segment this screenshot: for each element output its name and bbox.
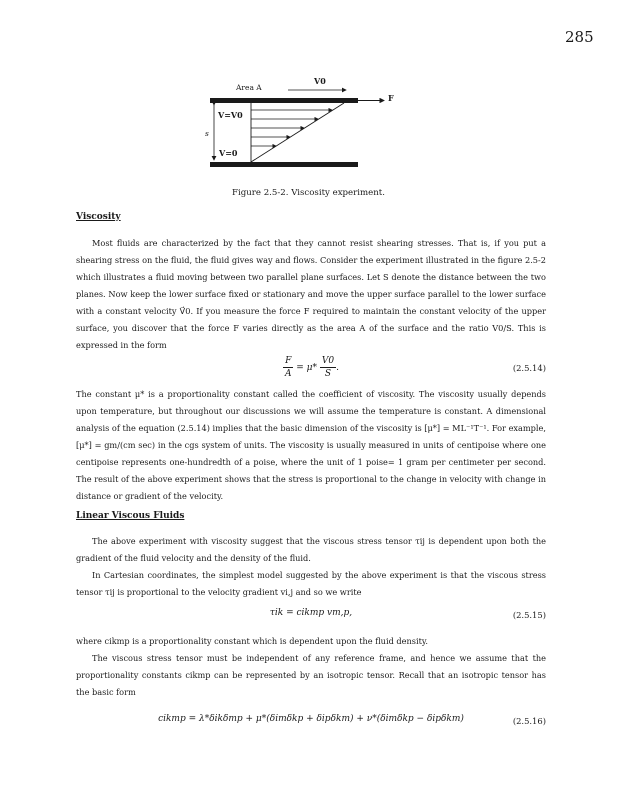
section-heading-viscosity: Viscosity — [76, 212, 121, 222]
velocity-profile — [251, 103, 344, 162]
equation-body: cikmp = λ*δikδmp + μ*(δimδkp + δipδkm) + ν*(δimδkp − δipδkm) — [158, 714, 464, 724]
fraction-numerator: V0 — [321, 356, 335, 366]
viscosity-diagram — [196, 70, 406, 190]
equation-body — [76, 355, 546, 380]
fraction-denominator: S — [324, 369, 332, 379]
paragraph-viscosity-coefficient: The constant μ* is a proportionality constant called the coefficient of viscosity. The viscosity usually depends upon temperature, but throughout our discussions we will assume the temperature is constant. A dimensional analysis of the equation (2.5.14) implies that the basic dimension of the viscosity is [μ*] = ML⁻¹T⁻¹. For example, [μ*] = gm/(cm sec) in the cgs system of units. The viscosity is usually measured in units of centipoise where one centipoise represents one-hundredth of a poise, where the unit of 1 poise= 1 gram per centimeter per second. The result of the above experiment shows that the stress is proportional to the change in velocity with change in distance or gradient of the velocity. — [76, 389, 546, 501]
area-label: Area A — [236, 83, 262, 92]
page-number: 285 — [565, 28, 594, 46]
paragraph-linear-4: The viscous stress tensor must be independent of any reference frame, and hence we assume that the proportionality constants cikmp can be represented by an isotropic tensor. Recall that an isotropic tensor has the basic form — [76, 653, 546, 697]
section-heading-linear-viscous: Linear Viscous Fluids — [76, 511, 185, 521]
force-label: F — [388, 93, 394, 103]
equation-operator: = μ* — [296, 363, 317, 373]
equation-number: (2.5.15) — [512, 610, 546, 620]
fraction-lhs — [283, 355, 293, 380]
fraction-numerator: F — [285, 356, 292, 366]
s-label: s — [205, 129, 209, 138]
equation-number: (2.5.16) — [512, 716, 546, 726]
paragraph-viscosity-intro: Most fluids are characterized by the fact that they cannot resist shearing stresses. That is, if you put a shearing stress on the fluid, the fluid gives way and flows. Consider the experiment illustrated in the figure 2.5-2 which illustrates a fluid moving between two parallel plane surfaces. Let S denote the distance between the two planes. Now keep the lower surface fixed or stationary and move the upper surface parallel to the lower surface with a constant velocity V⃗0. If you measure the force F required to maintain the constant velocity of the upper surface, you discover that the force F varies directly as the area A of the surface and the ratio V0/S. This is expressed in the form — [76, 238, 546, 350]
figure-caption: Figure 2.5-2. Viscosity experiment. — [232, 188, 385, 198]
equation-2-5-14 — [76, 355, 546, 381]
viscosity-figure — [196, 70, 406, 190]
v0-label: V0 — [314, 76, 326, 86]
paragraph-linear-1: The above experiment with viscosity suggest that the viscous stress tensor τij is dependent upon both the gradient of the fluid velocity and the density of the fluid. — [76, 536, 546, 563]
paragraph-linear-2: In Cartesian coordinates, the simplest model suggested by the above experiment is that the viscous stress tensor τij is proportional to the velocity gradient vi,j and so we write — [76, 570, 546, 597]
upper-plate — [210, 98, 358, 103]
fraction-rhs — [320, 355, 336, 380]
v-upper-label: V=V0 — [218, 110, 243, 120]
equation-body: τik = cikmp vm,p, — [269, 608, 353, 618]
fraction-denominator: A — [284, 369, 292, 379]
equation-number: (2.5.14) — [512, 363, 546, 373]
lower-plate — [210, 162, 358, 167]
v-lower-label: V=0 — [219, 148, 238, 158]
equation-end: . — [336, 363, 339, 373]
paragraph-linear-3: where cikmp is a proportionality constant which is dependent upon the fluid density. — [76, 636, 429, 646]
equation-2-5-15 — [76, 602, 546, 628]
equation-2-5-16 — [76, 708, 546, 734]
